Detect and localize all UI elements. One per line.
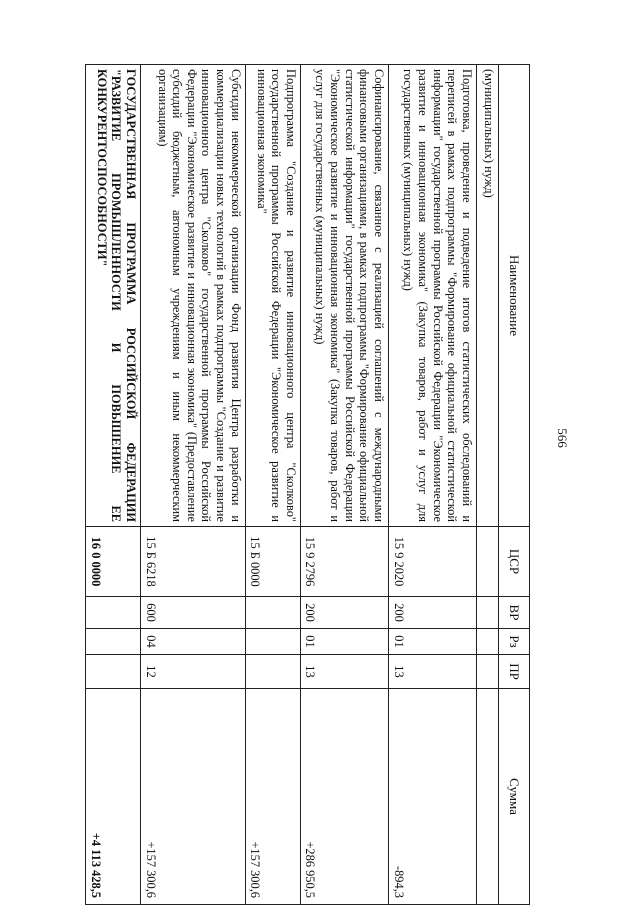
row-name: Подпрограмма "Создание и развитие инновационного центра "Сколково" государственной программы Российской Федерации "Экономическое развитие и инновационная экономика" [245, 65, 300, 527]
row-name: ГОСУДАРСТВЕННАЯ ПРОГРАММА РОССИЙСКОЙ ФЕДЕРАЦИИ "РАЗВИТИЕ ПРОМЫШЛЕННОСТИ И ПОВЫШЕНИЕ ЕЕ КОНКУРЕНТОСПОСОБНОСТИ" [86, 65, 141, 527]
row-csr [477, 527, 499, 597]
row-sum: +157 300,6 [141, 689, 246, 905]
table-header-row [499, 65, 530, 905]
row-pr: 13 [300, 655, 388, 689]
row-name: Подготовка, проведение и подведение итогов статистических обследований и переписей в рамках подпрограммы "Формирование официальной статистической информации" государственной программы Российской Федерации "Экономическое развитие и инновационная экономика" (Закупка товаров, работ и услуг для государственных (муниципальных) нужд) [388, 65, 476, 527]
row-sum [477, 689, 499, 905]
table-row [477, 65, 499, 905]
table-row [245, 65, 300, 905]
header-name: Наименование [499, 65, 530, 527]
row-pr [245, 655, 300, 689]
row-sum: +4 113 428,5 [86, 689, 141, 905]
row-csr: 16 0 0000 [86, 527, 141, 597]
row-vr: 600 [141, 597, 246, 629]
row-vr: 200 [300, 597, 388, 629]
row-name: (муниципальных) нужд) [477, 65, 499, 527]
row-sum: +157 300,6 [245, 689, 300, 905]
row-vr [477, 597, 499, 629]
table-row [388, 65, 476, 905]
header-rz: Рз [499, 629, 530, 655]
row-csr: 15 9 2796 [300, 527, 388, 597]
header-pr: ПР [499, 655, 530, 689]
row-vr: 200 [388, 597, 476, 629]
page-number: 566 [554, 428, 570, 448]
row-rz: 01 [388, 629, 476, 655]
row-rz [86, 629, 141, 655]
row-sum: +286 950,5 [300, 689, 388, 905]
row-csr: 15 Б 0000 [245, 527, 300, 597]
table-row [141, 65, 246, 905]
header-sum: Сумма [499, 689, 530, 905]
row-pr: 12 [141, 655, 246, 689]
table-row-program-total [86, 65, 141, 905]
row-name: Софинансирование, связанное с реализацией соглашений с международными финансовыми организациями, в рамках подпрограммы "Формирование официальной статистической информации" государственной программы Российской Федерации "Экономическое развитие и инновационная экономика" (Закупка товаров, работ и услуг для государственных (муниципальных) нужд) [300, 65, 388, 527]
table-row [300, 65, 388, 905]
rotated-table-container [85, 64, 530, 904]
row-name: Субсидии некоммерческой организации Фонд развития Центра разработки и коммерциализации новых технологий в рамках подпрограммы "Создание и развитие инновационного центра "Сколково" государственной программы Российской Федерации "Экономическое развитие и инновационная экономика" (Предоставление субсидий бюджетным, автономным учреждениям и иным некоммерческим организациям) [141, 65, 246, 527]
header-csr: ЦСР [499, 527, 530, 597]
row-vr [245, 597, 300, 629]
row-rz [245, 629, 300, 655]
row-sum: -894,3 [388, 689, 476, 905]
row-vr [86, 597, 141, 629]
row-rz [477, 629, 499, 655]
row-pr: 13 [388, 655, 476, 689]
row-pr [86, 655, 141, 689]
row-pr [477, 655, 499, 689]
row-rz: 01 [300, 629, 388, 655]
row-csr: 15 Б 6218 [141, 527, 246, 597]
row-rz: 04 [141, 629, 246, 655]
budget-table [85, 64, 530, 905]
row-csr: 15 9 2020 [388, 527, 476, 597]
header-vr: ВР [499, 597, 530, 629]
